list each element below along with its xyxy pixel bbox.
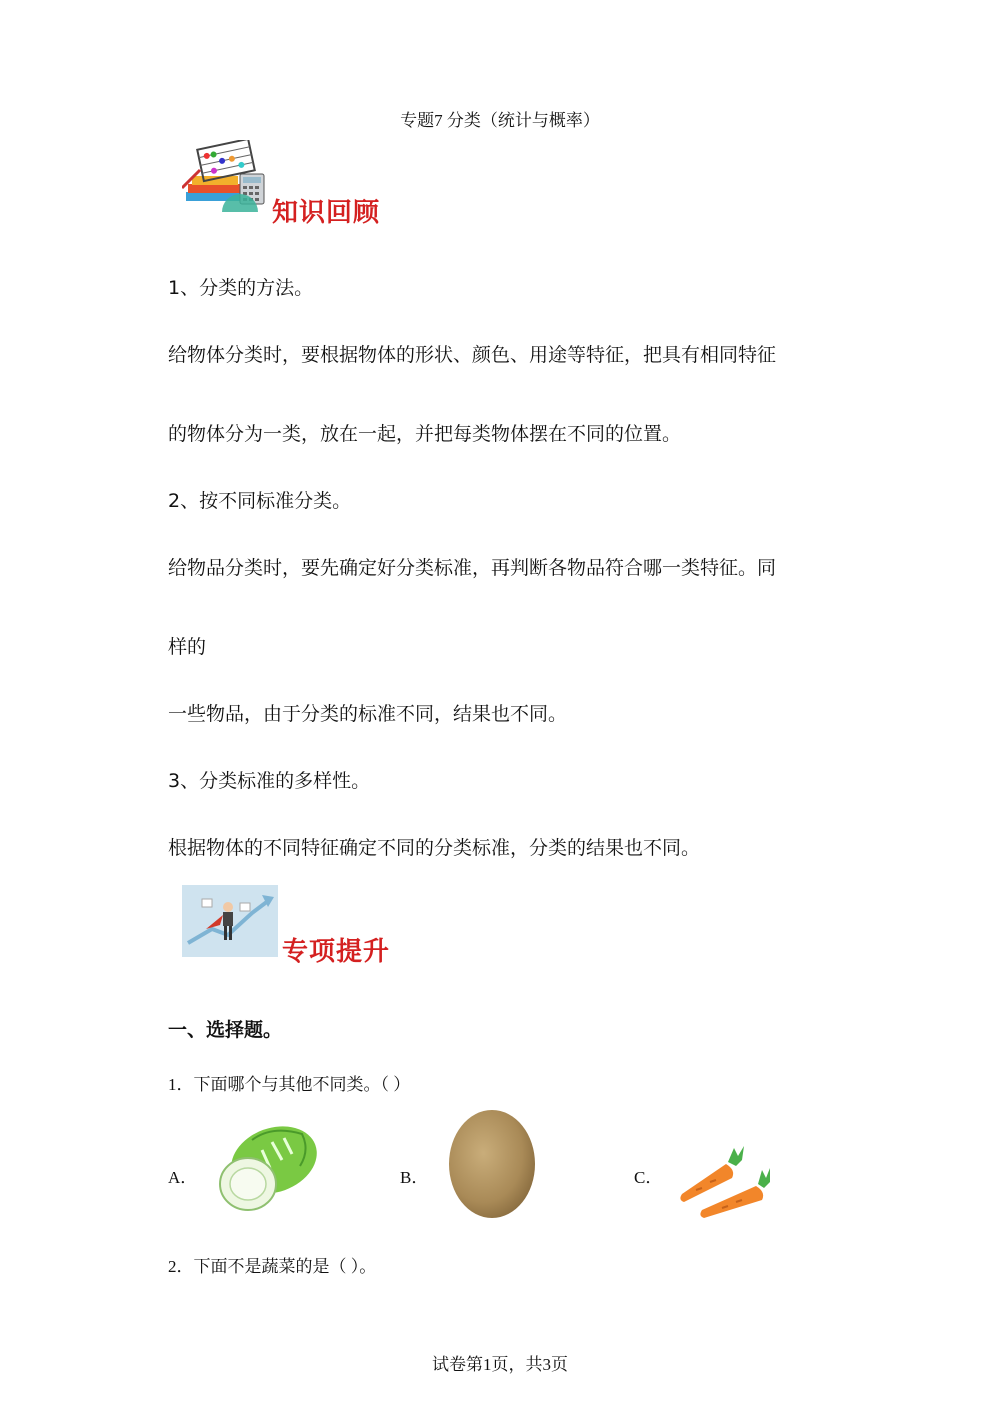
paragraph-8: 3、分类标准的多样性。 [168,770,371,792]
question-2: 2．下面不是蔬菜的是（ ）。 [168,1257,377,1276]
paragraph-2: 给物体分类时，要根据物体的形状、颜色、用途等特征，把具有相同特征 [168,344,777,366]
paragraph-5: 给物品分类时，要先确定好分类标准，再判断各物品符合哪一类特征。同 [168,557,777,579]
paragraph-6: 样的 [168,636,207,658]
question-1: 1．下面哪个与其他不同类。（ ） [168,1075,411,1094]
cabbage-icon [212,1120,322,1216]
superhero-growth-icon [182,885,278,957]
paragraph-4: 2、按不同标准分类。 [168,490,352,512]
special-practice-banner [182,885,412,970]
paragraph-3: 的物体分为一类，放在一起，并把每类物体摆在不同的位置。 [168,423,682,445]
special-practice-heading: 专项提升 [282,937,391,967]
page-title: 专题7 分类（统计与概率） [400,111,600,130]
paragraph-9: 根据物体的不同特征确定不同的分类标准，分类的结果也不同。 [168,837,701,859]
option-a-label: A． [168,1168,198,1187]
page-footer: 试卷第1页，共3页 [432,1355,568,1374]
carrot-icon [676,1142,772,1222]
option-b-label: B． [400,1168,429,1187]
option-c-label: C． [634,1168,663,1187]
kiwi-icon [446,1108,538,1220]
paragraph-7: 一些物品，由于分类的标准不同，结果也不同。 [168,703,568,725]
paragraph-1: 1、分类的方法。 [168,277,314,299]
part-title: 一、选择题。 [168,1019,283,1041]
abacus-books-icon [182,140,272,220]
knowledge-review-banner [182,140,402,230]
knowledge-review-heading: 知识回顾 [272,198,381,228]
